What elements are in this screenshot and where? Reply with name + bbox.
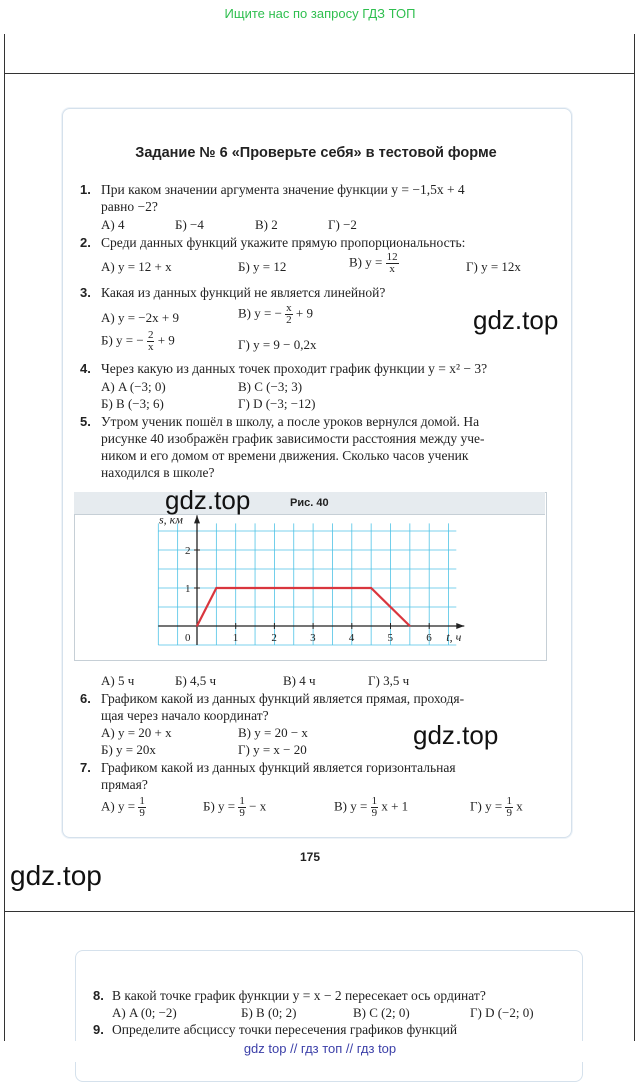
series-point: [370, 587, 372, 589]
q7-option-d-suffix: x: [516, 798, 523, 814]
q4-option-c: Б) B (−3; 6): [101, 396, 164, 411]
page-title: Задание № 6 «Проверьте себя» в тестовой форме: [135, 145, 497, 161]
q8-number: 8.: [93, 988, 104, 1003]
q7-option-a: [101, 796, 146, 819]
q5-text-line3: ником и его домом от времени движения. Сколько часов ученик: [101, 448, 469, 463]
q3-text-line1: Какая из данных функций не является линейной?: [101, 285, 386, 300]
q3-option-c-denominator: x: [147, 341, 154, 353]
q7-option-a-fraction: [138, 796, 146, 819]
q1-option-a: А) 4: [101, 217, 125, 232]
q7-option-c-suffix: x + 1: [381, 798, 409, 814]
q5-option-c: В) 4 ч: [283, 673, 316, 688]
q1-text-line1: При каком значении аргумента значение функции y = −1,5x + 4: [101, 182, 465, 197]
q6-option-c: Б) y = 20x: [101, 742, 156, 757]
q3-number: 3.: [80, 285, 91, 300]
series-point: [216, 587, 218, 589]
q6-number: 6.: [80, 691, 91, 706]
search-banner[interactable]: Ищите нас по запросу ГДЗ ТОП: [224, 6, 416, 21]
q7-text-line2: прямая?: [101, 777, 148, 792]
q2-text-line1: Среди данных функций укажите прямую пропорциональность:: [101, 235, 466, 250]
q4-option-b: В) C (−3; 3): [238, 379, 303, 394]
x-axis-label: t, ч: [446, 630, 462, 644]
q2-option-a: А) y = 12 + x: [101, 259, 172, 274]
q3-option-b-numerator: x: [286, 302, 292, 314]
footer-links[interactable]: gdz top // гдз топ // гдз top: [0, 1041, 640, 1062]
q8-option-b: Б) B (0; 2): [241, 1005, 297, 1020]
q5-text-line4: находился в школе?: [101, 465, 215, 480]
q8-option-d: Г) D (−2; 0): [470, 1005, 534, 1020]
figure-caption: Рис. 40: [290, 497, 329, 509]
q7-option-b-suffix: − x: [249, 798, 267, 814]
x-tick-label: 2: [271, 632, 277, 644]
q3-option-b: [238, 303, 313, 326]
watermark-1: gdz.top: [473, 305, 559, 335]
q3-option-c-fraction: [147, 330, 155, 353]
q8-option-c: В) C (2; 0): [353, 1005, 410, 1020]
q8-option-a: А) A (0; −2): [112, 1005, 177, 1020]
q2-option-d: Г) y = 12x: [466, 259, 521, 274]
q4-option-d: Г) D (−3; −12): [238, 396, 316, 411]
q7-option-a-prefix: А) y =: [101, 798, 136, 814]
watermark-2: gdz.top: [165, 485, 251, 515]
q2-option-c: [349, 252, 399, 275]
q9-text-line1: Определите абсциссу точки пересечения графиков функций: [112, 1022, 458, 1037]
page-number: 175: [300, 850, 321, 864]
q7-option-a-numerator: 1: [139, 795, 145, 807]
x-tick-label: 6: [426, 632, 432, 644]
q7-option-b-fraction: [238, 796, 246, 819]
page-tab: [317, 108, 565, 129]
y-tick-label: 2: [185, 545, 191, 557]
q7-number: 7.: [80, 760, 91, 775]
q5-option-b: Б) 4,5 ч: [175, 673, 217, 688]
q1-option-b: Б) −4: [175, 217, 204, 232]
q1-option-d: Г) −2: [328, 217, 357, 232]
distance-time-chart: [74, 514, 545, 658]
q3-option-d: Г) y = 9 − 0,2x: [238, 337, 317, 352]
x-tick-label: 4: [348, 632, 355, 644]
q7-option-d-denominator: 9: [506, 807, 512, 819]
q7-option-b-prefix: Б) y =: [203, 798, 236, 814]
page-border-left: [4, 34, 5, 74]
page-border-right-3: [634, 912, 635, 1042]
x-tick-label: 3: [310, 632, 316, 644]
q4-number: 4.: [80, 361, 91, 376]
x-tick-label: 0: [185, 632, 191, 644]
page-divider-bottom: [4, 911, 635, 912]
q1-text-line2: равно −2?: [101, 199, 158, 214]
q7-option-c: [334, 796, 408, 819]
q3-option-c-prefix: Б) y = −: [101, 332, 144, 348]
q9-number: 9.: [93, 1022, 104, 1037]
q7-option-d-prefix: Г) y =: [470, 798, 503, 814]
q6-text-line2: щая через начало координат?: [101, 708, 269, 723]
q3-option-b-denominator: 2: [286, 314, 292, 326]
q2-option-c-fraction: [386, 252, 399, 275]
q7-option-b: [203, 796, 266, 819]
q5-text-line2: рисунке 40 изображён график зависимости расстояния между уче-: [101, 431, 485, 446]
q7-option-b-numerator: 1: [239, 795, 245, 807]
y-axis-label: s, км: [159, 514, 183, 527]
watermark-3: gdz.top: [413, 720, 499, 750]
y-axis-arrow: [194, 515, 200, 523]
q5-number: 5.: [80, 414, 91, 429]
q4-text-line1: Через какую из данных точек проходит график функции y = x² − 3?: [101, 361, 488, 376]
q3-option-b-fraction: [285, 303, 293, 326]
q7-text-line1: Графиком какой из данных функций является горизонтальная: [101, 760, 456, 775]
q7-option-b-denominator: 9: [239, 807, 245, 819]
q3-option-c-suffix: + 9: [157, 332, 175, 348]
q3-option-c: [101, 330, 175, 353]
q7-option-d-fraction: [505, 796, 513, 819]
q6-option-a: А) y = 20 + x: [101, 725, 172, 740]
series-point: [409, 625, 411, 627]
x-tick-label: 5: [387, 632, 393, 644]
q6-option-d: Г) y = x − 20: [238, 742, 307, 757]
q7-option-c-prefix: В) y =: [334, 798, 368, 814]
q2-number: 2.: [80, 235, 91, 250]
q8-text-line1: В какой точке график функции y = x − 2 пересекает ось ординат?: [112, 988, 486, 1003]
q2-option-c-denominator: x: [389, 263, 395, 275]
y-tick-label: 1: [185, 583, 191, 595]
q3-option-a: А) y = −2x + 9: [101, 310, 179, 325]
q3-option-b-suffix: + 9: [295, 305, 314, 321]
series-point: [196, 625, 198, 627]
x-tick-label: 1: [232, 632, 239, 644]
page-border-right-2: [634, 74, 635, 912]
q6-text-line1: Графиком какой из данных функций является прямая, проходя-: [101, 691, 465, 706]
q3-option-b-prefix: В) y = −: [238, 305, 282, 321]
q2-option-b: Б) y = 12: [238, 259, 287, 274]
q4-option-a: А) A (−3; 0): [101, 379, 166, 394]
q7-option-d: [470, 796, 523, 819]
watermark-4: gdz.top: [10, 860, 102, 891]
q7-option-c-fraction: [371, 796, 379, 819]
page-border-left-3: [4, 912, 5, 1042]
q5-text-line1: Утром ученик пошёл в школу, а после уроков вернулся домой. На: [101, 414, 480, 429]
q5-option-d: Г) 3,5 ч: [368, 673, 410, 688]
q7-option-c-numerator: 1: [371, 795, 378, 807]
q2-option-c-prefix: В) y =: [349, 254, 383, 270]
q1-number: 1.: [80, 182, 91, 197]
page-border-right: [634, 34, 635, 74]
q3-option-c-numerator: 2: [147, 329, 154, 341]
q5-option-a: А) 5 ч: [101, 673, 135, 688]
q7-option-a-denominator: 9: [139, 807, 145, 819]
page-border-left-2: [4, 74, 5, 912]
q1-option-c: В) 2: [255, 217, 278, 232]
q6-option-b: В) y = 20 − x: [238, 725, 308, 740]
page-divider-top: [4, 73, 635, 74]
q7-option-c-denominator: 9: [371, 807, 378, 819]
q2-option-c-numerator: 12: [386, 251, 398, 263]
x-axis-arrow: [456, 623, 464, 629]
q7-option-d-numerator: 1: [506, 795, 512, 807]
